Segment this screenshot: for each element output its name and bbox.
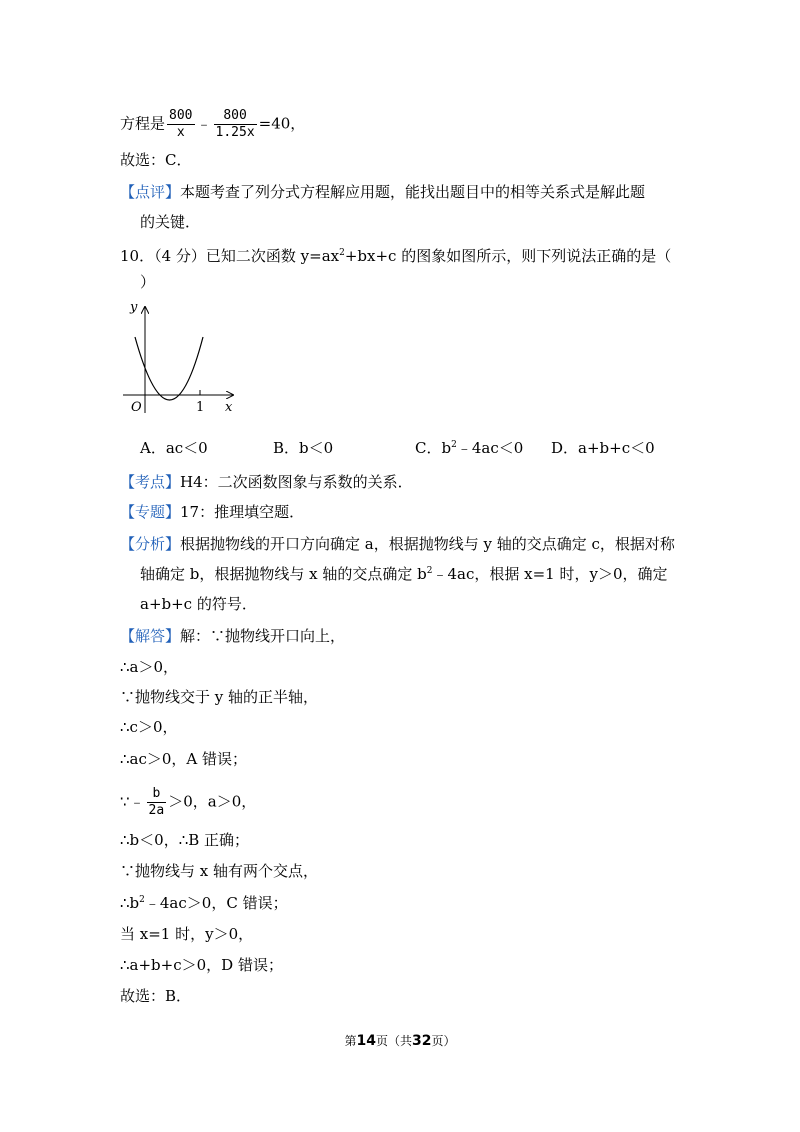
equation-suffix: =40， [258,114,306,133]
fraction-b-numerator: b [147,786,167,803]
origin-label: O [131,400,142,415]
solution-step-5 [120,786,256,819]
solution-step-1: ∴a＞0， [120,658,179,676]
jieda-line [120,626,345,646]
option-b: B．b＜0 [273,439,334,457]
jieda-tag: 【解答】 [120,627,181,645]
fraction-1 [167,108,194,141]
parabola-graph [115,295,245,420]
option-c-pre: C．b [415,439,452,457]
step-8-pre: ∴b [120,894,140,912]
fraction-b-denominator: 2a [148,803,165,818]
fraction-2-numerator: 800 [214,108,257,125]
question-text-post: +bx+c 的图象如图所示，则下列说法正确的是（ [344,247,672,265]
comment-tag: 【点评】 [120,183,181,201]
option-d: D．a+b+c＜0 [551,439,655,457]
option-c-exponent: 2 [451,440,457,450]
kaodian-text: H4：二次函数图象与系数的关系． [180,473,413,491]
solution-step-8 [120,893,288,913]
tick-label-1: 1 [196,400,205,415]
question-text-pre: 10．（4 分）已知二次函数 y=ax [120,247,340,265]
question-close-paren: ） [140,273,156,291]
footer-post: 页） [431,1034,456,1048]
question-10 [120,246,671,266]
fraction-2 [214,108,257,141]
fenxi-text-2-pre: 轴确定 b，根据抛物线与 x 轴的交点确定 b [140,565,427,583]
page-footer [0,1033,800,1049]
fenxi-exponent: 2 [426,566,433,576]
fraction-b-over-2a [147,786,167,819]
step-8-post: ﹣4ac＞0，C 错误； [144,894,288,912]
zhuanti-text: 17：推理填空题． [180,503,305,521]
solution-step-6: ∴b＜0，∴B 正确； [120,831,250,849]
equation-prefix: 方程是 [120,114,166,133]
comment-line [120,182,645,202]
solution-step-10: ∴a+b+c＞0，D 错误； [120,956,283,974]
solution-step-7: ∵抛物线与 x 轴有两个交点， [120,862,318,880]
fenxi-text-1: 根据抛物线的开口方向确定 a，根据抛物线与 y 轴的交点确定 c，根据对称 [180,535,675,553]
fraction-1-denominator: x [176,125,185,140]
fenxi-line-2 [140,564,668,584]
step-5-post: ＞0，a＞0， [168,792,257,811]
footer-mid: 页（共 [375,1034,412,1048]
page-number: 14 [356,1033,376,1049]
option-c [415,438,523,458]
x-axis-label: x [225,400,233,415]
step-5-pre: ∵﹣ [120,792,145,811]
step-8-exponent: 2 [139,895,145,905]
question-exponent: 2 [339,248,345,258]
fenxi-tag: 【分析】 [120,535,181,553]
zhuanti-line [120,502,304,522]
comment-continuation: 的关键． [140,213,201,231]
solution-step-4: ∴ac＞0，A 错误； [120,750,248,768]
solution-step-3: ∴c＞0， [120,718,178,736]
solution-step-9: 当 x=1 时，y＞0， [120,925,254,943]
answer-line-c: 故选：C． [120,151,192,169]
page-total: 32 [412,1033,432,1049]
zhuanti-tag: 【专题】 [120,503,181,521]
option-a: A．ac＜0 [140,439,208,457]
footer-pre: 第 [344,1034,357,1048]
option-c-post: ﹣4ac＜0 [456,439,524,457]
kaodian-line [120,472,413,492]
answer-line-b: 故选：B． [120,987,192,1005]
minus-sign: ﹣ [196,114,212,133]
fenxi-line-1 [120,534,675,554]
fenxi-text-2-post: ﹣4ac，根据 x=1 时，y＞0，确定 [432,565,668,583]
fraction-1-numerator: 800 [169,108,193,123]
solution-step-2: ∵抛物线交于 y 轴的正半轴， [120,688,319,706]
fenxi-line-3: a+b+c 的符号． [140,595,257,613]
kaodian-tag: 【考点】 [120,473,181,491]
equation-line [120,108,305,141]
fraction-2-denominator: 1.25x [215,125,255,140]
jieda-text: 解：∵抛物线开口向上， [180,627,346,645]
comment-text: 本题考查了列分式方程解应用题，能找出题目中的相等关系式是解此题 [180,183,646,201]
y-axis-label: y [130,300,138,315]
